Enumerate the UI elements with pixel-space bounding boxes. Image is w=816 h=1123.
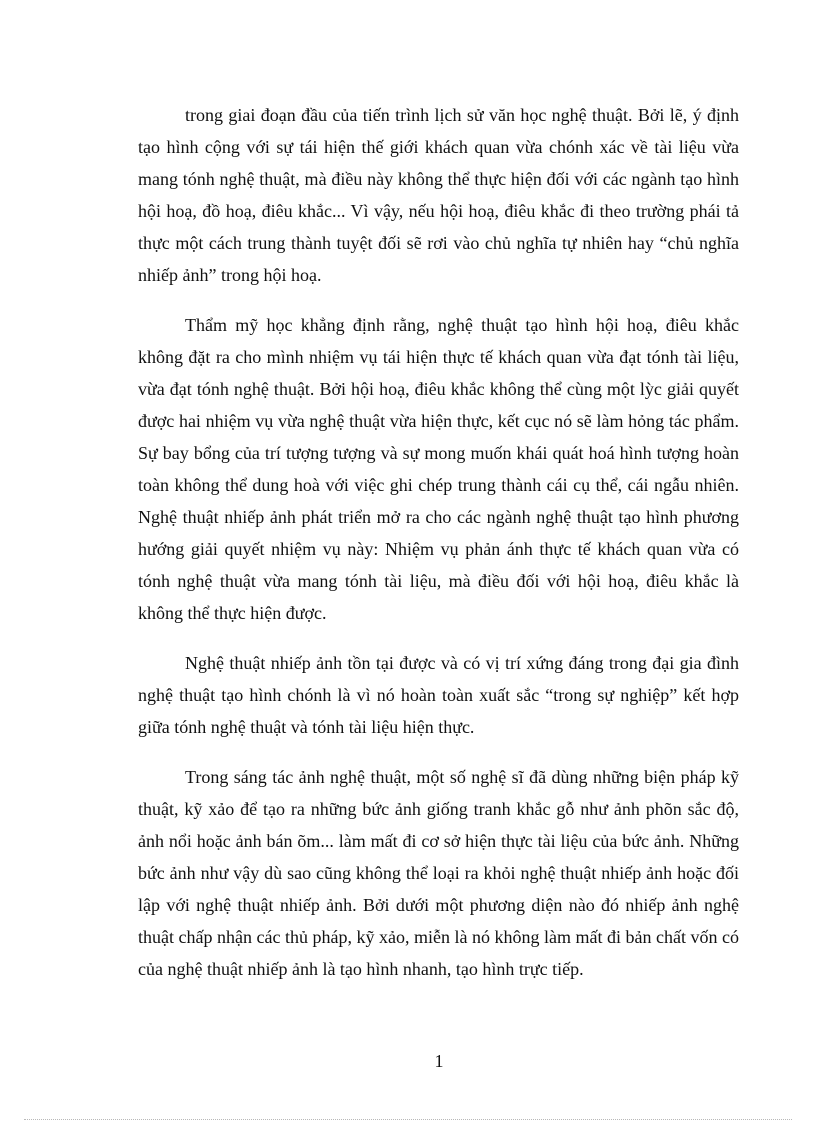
page-bottom-divider [24, 1119, 792, 1120]
paragraph-4: Trong sáng tác ảnh nghệ thuật, một số nghệ sĩ đã dùng những biện pháp kỹ thuật, kỹ xảo để tạo ra những bức ảnh giống tranh khắc gỗ như ảnh phõn sắc độ, ảnh nổi hoặc ảnh bán õm... làm mất đi cơ sở hiện thực tài liệu của bức ảnh. Những bức ảnh như vậy dù sao cũng không thể loại ra khỏi nghệ thuật nhiếp ảnh hoặc đối lập với nghệ thuật nhiếp ảnh. Bởi dưới một phương diện nào đó nhiếp ảnh nghệ thuật chấp nhận các thủ pháp, kỹ xảo, miễn là nó không làm mất đi bản chất vốn có của nghệ thuật nhiếp ảnh là tạo hình nhanh, tạo hình trực tiếp. [138, 767, 739, 979]
document-body [138, 99, 739, 1003]
paragraph-3: Nghệ thuật nhiếp ảnh tồn tại được và có vị trí xứng đáng trong đại gia đình nghệ thuật tạo hình chónh là vì nó hoàn toàn xuất sắc “trong sự nghiệp” kết hợp giữa tónh nghệ thuật và tónh tài liệu hiện thực. [138, 653, 739, 737]
paragraph-1: trong giai đoạn đầu của tiến trình lịch sử văn học nghệ thuật. Bởi lẽ, ý định tạo hình cộng với sự tái hiện thế giới khách quan vừa chónh xác về tài liệu vừa mang tónh nghệ thuật, mà điều này không thể thực hiện đối với các ngành tạo hình hội hoạ, đồ hoạ, điêu khắc... Vì vậy, nếu hội hoạ, điêu khắc đi theo trường phái tả thực một cách trung thành tuyệt đối sẽ rơi vào chủ nghĩa tự nhiên hay “chủ nghĩa nhiếp ảnh” trong hội hoạ. [138, 105, 739, 285]
page-number: 1 [434, 1051, 444, 1071]
paragraph-2: Thẩm mỹ học khẳng định rằng, nghệ thuật tạo hình hội hoạ, điêu khắc không đặt ra cho mình nhiệm vụ tái hiện thực tế khách quan vừa đạt tónh tài liệu, vừa đạt tónh nghệ thuật. Bởi hội hoạ, điêu khắc không thể cùng một lỳc giải quyết được hai nhiệm vụ vừa nghệ thuật vừa hiện thực, kết cục nó sẽ làm hỏng tác phẩm. Sự bay bổng của trí tượng tượng và sự mong muốn khái quát hoá hình tượng hoàn toàn không thể dung hoà với việc ghi chép trung thành cái cụ thể, cái ngẫu nhiên. Nghệ thuật nhiếp ảnh phát triển mở ra cho các ngành nghệ thuật tạo hình phương hướng giải quyết nhiệm vụ này: Nhiệm vụ phản ánh thực tế khách quan vừa có tónh nghệ thuật vừa mang tónh tài liệu, mà điều đối với hội hoạ, điêu khắc là không thể thực hiện được. [138, 315, 739, 623]
